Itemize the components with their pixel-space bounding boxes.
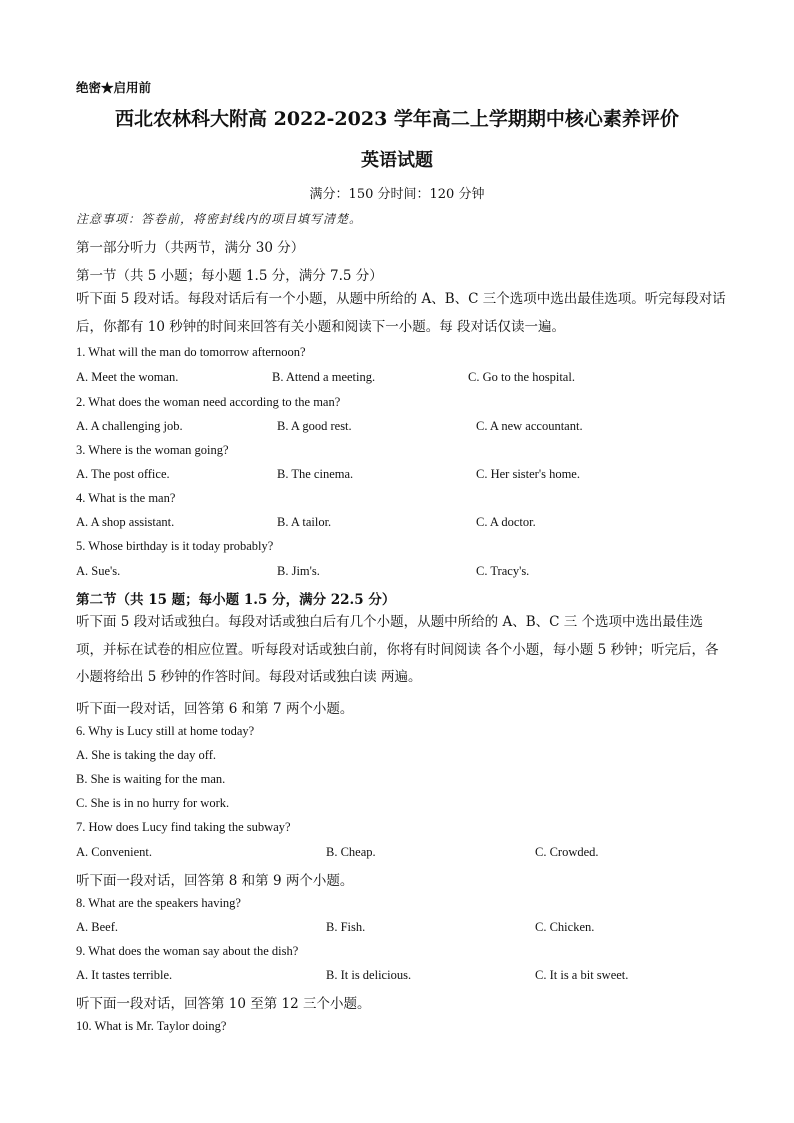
q2-option-c: C. A new accountant. bbox=[476, 419, 583, 433]
q7-option-b: B. Cheap. bbox=[326, 845, 376, 859]
q2-option-b: B. A good rest. bbox=[277, 419, 352, 433]
q5-option-b: B. Jim's. bbox=[277, 564, 320, 578]
q5-option-a: A. Sue's. bbox=[76, 564, 121, 578]
q8-option-b: B. Fish. bbox=[326, 920, 366, 934]
section2-instructions: 听下面 5 段对话或独白。每段对话或独白后有几个小题，从题中所给的 A、B、C 三 个选项中选出最佳选项，并标在试卷的相应位置。听每段对话或独白前，你将有时间阅读 各个小题，每小题 5 秒钟；听完后，各小题将给出 5 秒钟的作答时间。每段对话或独白读 两遍。 bbox=[76, 614, 719, 685]
prompt-8-9: 听下面一段对话，回答第 8 和第 9 两个小题。 bbox=[76, 873, 354, 889]
exam-title: 西北农林科大附高 2022-2023 学年高二上学期期中核心素养评价 bbox=[115, 108, 679, 130]
q3-option-b: B. The cinema. bbox=[277, 467, 354, 481]
question-1: 1. What will the man do tomorrow afternoon? bbox=[76, 345, 306, 359]
part1-title: 第一部分听力（共两节，满分 30 分） bbox=[76, 240, 305, 256]
question-8: 8. What are the speakers having? bbox=[76, 896, 241, 910]
score-time: 满分：150 分时间：120 分钟 bbox=[309, 187, 485, 202]
question-4: 4. What is the man? bbox=[76, 491, 176, 505]
q3-option-c: C. Her sister's home. bbox=[476, 467, 580, 481]
q6-option-b: B. She is waiting for the man. bbox=[76, 772, 226, 786]
prompt-6-7: 听下面一段对话，回答第 6 和第 7 两个小题。 bbox=[76, 701, 354, 717]
prompt-10-12: 听下面一段对话，回答第 10 至第 12 三个小题。 bbox=[76, 996, 371, 1012]
question-10: 10. What is Mr. Taylor doing? bbox=[76, 1019, 227, 1033]
q7-option-a: A. Convenient. bbox=[76, 845, 153, 859]
question-5: 5. Whose birthday is it today probably? bbox=[76, 539, 274, 553]
q8-option-c: C. Chicken. bbox=[535, 920, 595, 934]
question-2: 2. What does the woman need according to the man? bbox=[76, 395, 341, 409]
notice: 注意事项：答卷前，将密封线内的项目填写清楚。 bbox=[76, 212, 363, 226]
q4-option-b: B. A tailor. bbox=[277, 515, 332, 529]
question-7: 7. How does Lucy find taking the subway? bbox=[76, 820, 291, 834]
q9-option-a: A. It tastes terrible. bbox=[76, 968, 173, 982]
secret-mark: 绝密★启用前 bbox=[76, 80, 152, 95]
exam-subject: 英语试题 bbox=[361, 150, 433, 171]
q4-option-c: C. A doctor. bbox=[476, 515, 536, 529]
q6-option-c: C. She is in no hurry for work. bbox=[76, 796, 230, 810]
q1-option-c: C. Go to the hospital. bbox=[468, 370, 575, 384]
q8-option-a: A. Beef. bbox=[76, 920, 118, 934]
q9-option-b: B. It is delicious. bbox=[326, 968, 412, 982]
q2-option-a: A. A challenging job. bbox=[76, 419, 183, 433]
section2-title: 第二节（共 15 题；每小题 1.5 分，满分 22.5 分） bbox=[76, 592, 396, 608]
section1-instructions: 听下面 5 段对话。每段对话后有一个小题，从题中所给的 A、B、C 三个选项中选出最佳选项。听完每段对话后，你都有 10 秒钟的时间来回答有关小题和阅读下一小题。每 段对话仅读一遍。 bbox=[76, 291, 726, 335]
question-6: 6. Why is Lucy still at home today? bbox=[76, 724, 255, 738]
question-9: 9. What does the woman say about the dish? bbox=[76, 944, 299, 958]
q9-option-c: C. It is a bit sweet. bbox=[535, 968, 629, 982]
q1-option-a: A. Meet the woman. bbox=[76, 370, 179, 384]
question-3: 3. Where is the woman going? bbox=[76, 443, 229, 457]
q5-option-c: C. Tracy's. bbox=[476, 564, 530, 578]
section1-title: 第一节（共 5 小题；每小题 1.5 分，满分 7.5 分） bbox=[76, 268, 383, 284]
q6-option-a: A. She is taking the day off. bbox=[76, 748, 217, 762]
q4-option-a: A. A shop assistant. bbox=[76, 515, 175, 529]
q7-option-c: C. Crowded. bbox=[535, 845, 599, 859]
q1-option-b: B. Attend a meeting. bbox=[272, 370, 376, 384]
q3-option-a: A. The post office. bbox=[76, 467, 170, 481]
